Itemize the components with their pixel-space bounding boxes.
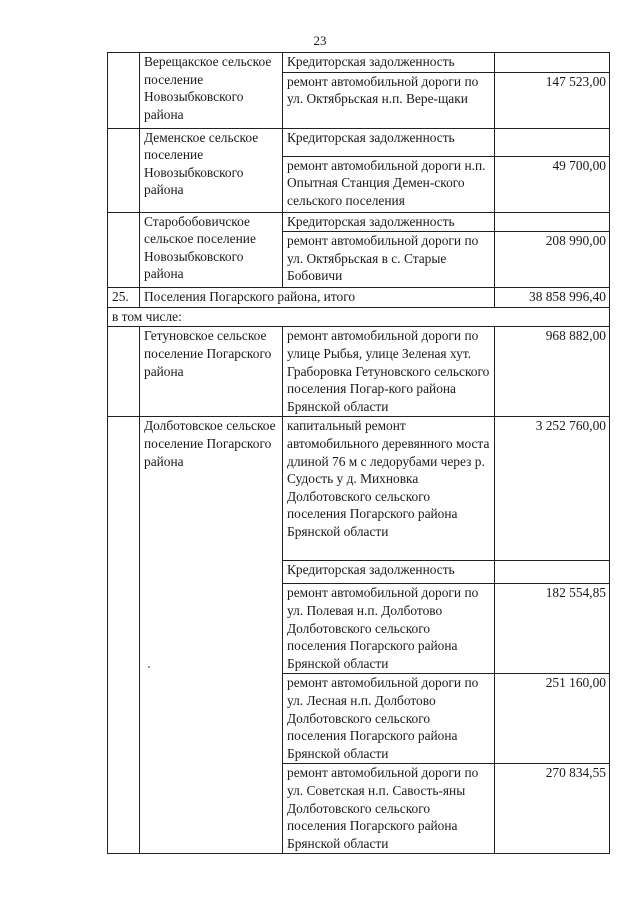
row-number-cell — [108, 417, 140, 854]
amount-cell — [495, 561, 610, 584]
description-cell: ремонт автомобильной дороги по улице Рыбья, улице Зеленая хут. Граборовка Гетуновского сельского поселения Погар-кого района Брянской области — [283, 327, 495, 417]
description-cell: Кредиторская задолженность — [283, 561, 495, 584]
amount-cell: 147 523,00 — [495, 72, 610, 128]
description-cell: ремонт автомобильной дороги н.п. Опытная Станция Демен-ского сельского поселения — [283, 156, 495, 212]
amount-cell: 251 160,00 — [495, 674, 610, 764]
settlement-name-cell: Долботовское сельское поселение Погарского района — [140, 417, 283, 854]
table-row — [108, 212, 610, 232]
description-cell: Кредиторская задолженность — [283, 212, 495, 232]
amount-cell: 270 834,55 — [495, 764, 610, 854]
table-row — [108, 417, 610, 561]
table-row — [108, 327, 610, 417]
including-row — [108, 307, 610, 327]
description-cell: капитальный ремонт автомобильного деревянного моста длиной 76 м с ледорубами через р. Судость у д. Михновка Долботовского сельского поселения Погарского района Брянской области — [283, 417, 495, 561]
description-cell: Кредиторская задолженность — [283, 53, 495, 73]
row-number-cell — [108, 212, 140, 288]
amount-cell — [495, 53, 610, 73]
settlement-name-cell: Деменское сельское поселение Новозыбковского района — [140, 128, 283, 212]
section-total-row — [108, 288, 610, 308]
row-number-cell — [108, 327, 140, 417]
section-title: Поселения Погарского района, итого — [140, 288, 495, 308]
section-number: 25. — [108, 288, 140, 308]
including-label: в том числе: — [108, 307, 610, 327]
amount-cell: 3 252 760,00 — [495, 417, 610, 561]
amount-cell — [495, 128, 610, 156]
amount-cell: 182 554,85 — [495, 584, 610, 674]
settlement-name-cell: Верещакское сельское поселение Новозыбковского района — [140, 53, 283, 129]
page-number: 23 — [313, 33, 327, 48]
settlement-name-cell: Старобобовичское сельское поселение Новозыбковского района — [140, 212, 283, 288]
description-cell: Кредиторская задолженность — [283, 128, 495, 156]
section-total-amount: 38 858 996,40 — [495, 288, 610, 308]
description-cell: ремонт автомобильной дороги по ул. Лесная н.п. Долботово Долботовского сельского поселения Погарского района Брянской области — [283, 674, 495, 764]
amount-cell: 49 700,00 — [495, 156, 610, 212]
description-cell: ремонт автомобильной дороги по ул. Октябрьская в с. Старые Бобовичи — [283, 232, 495, 288]
settlement-name-cell: Гетуновское сельское поселение Погарского района — [140, 327, 283, 417]
budget-table — [107, 52, 610, 854]
description-cell: ремонт автомобильной дороги по ул. Октябрьская н.п. Вере-щаки — [283, 72, 495, 128]
description-cell: ремонт автомобильной дороги по ул. Полевая н.п. Долботово Долботовского сельского поселения Погарского района Брянской области — [283, 584, 495, 674]
scan-speck — [148, 666, 150, 668]
table-row — [108, 128, 610, 156]
amount-cell: 208 990,00 — [495, 232, 610, 288]
amount-cell: 968 882,00 — [495, 327, 610, 417]
row-number-cell — [108, 53, 140, 129]
amount-cell — [495, 212, 610, 232]
table-row — [108, 53, 610, 73]
description-cell: ремонт автомобильной дороги по ул. Советская н.п. Савость-яны Долботовского сельского поселения Погарского района Брянской области — [283, 764, 495, 854]
row-number-cell — [108, 128, 140, 212]
